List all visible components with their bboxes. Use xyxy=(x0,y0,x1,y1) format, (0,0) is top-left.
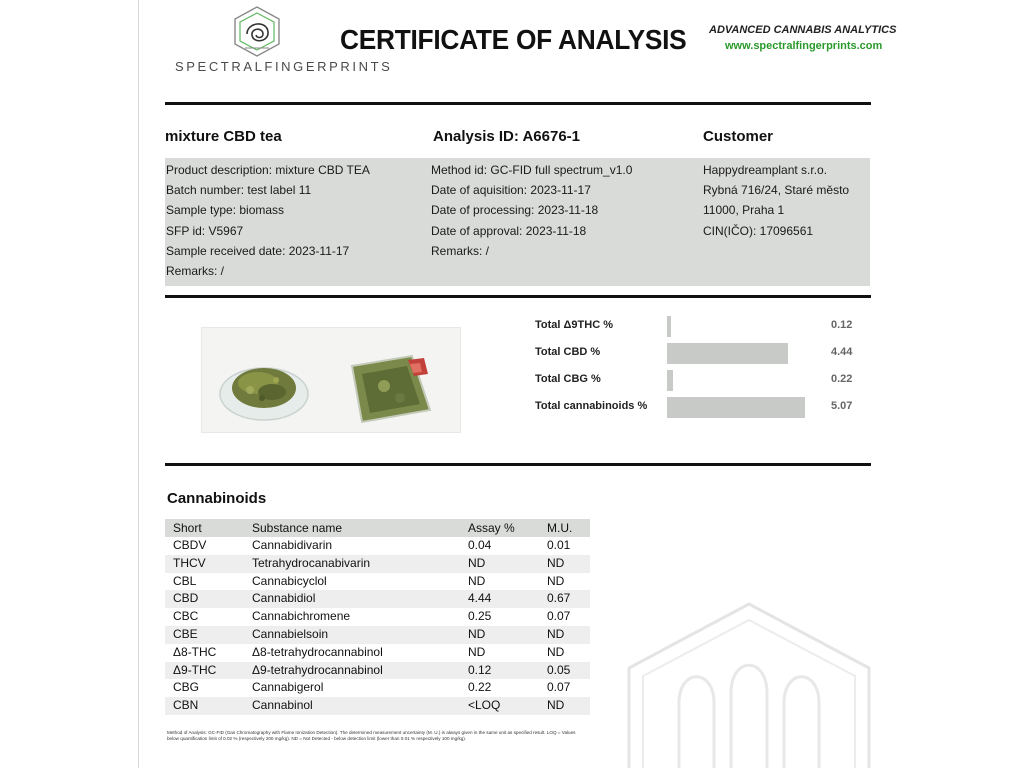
summary-value: 0.22 xyxy=(831,373,853,385)
date-of-approval: Date of approval: 2023-11-18 xyxy=(431,223,587,238)
cell-assay: ND xyxy=(468,626,486,641)
table-row xyxy=(165,644,590,662)
analysis-remarks: Remarks: / xyxy=(431,243,490,258)
customer-heading: Customer xyxy=(703,128,774,145)
summary-bar xyxy=(667,370,673,391)
product-remarks: Remarks: / xyxy=(166,264,225,279)
method-id: Method id: GC-FID full spectrum_v1.0 xyxy=(431,163,633,177)
cell-short: Δ8-THC xyxy=(173,644,217,659)
table-header-row xyxy=(165,519,590,537)
cell-assay: ND xyxy=(468,644,486,659)
summary-row-cbd xyxy=(535,342,855,364)
cell-substance: Tetrahydrocanabivarin xyxy=(252,555,371,570)
cell-mu: ND xyxy=(547,555,565,570)
cell-mu: 0.07 xyxy=(547,609,571,624)
table-row xyxy=(165,590,590,608)
info-divider xyxy=(165,295,871,298)
table-row xyxy=(165,697,590,715)
product-details xyxy=(166,160,370,281)
summary-row-total xyxy=(535,396,855,418)
batch-number: Batch number: test label 11 xyxy=(166,183,312,198)
summary-track xyxy=(667,343,822,364)
summary-row-thc xyxy=(535,315,855,337)
cell-assay: 0.22 xyxy=(468,680,492,695)
sample-type: Sample type: biomass xyxy=(166,203,285,218)
summary-label: Total Δ9THC % xyxy=(535,319,613,331)
cell-short: CBDV xyxy=(173,538,207,552)
summary-value: 4.44 xyxy=(831,346,853,358)
summary-value: 5.07 xyxy=(831,400,853,412)
summary-track xyxy=(667,397,822,418)
summary-bar xyxy=(667,343,788,364)
cell-mu: ND xyxy=(547,698,565,713)
summary-label: Total cannabinoids % xyxy=(535,400,648,412)
column-header-assay: Assay % xyxy=(468,521,515,535)
date-of-acquisition: Date of aquisition: 2023-11-17 xyxy=(431,183,591,198)
cell-short: CBL xyxy=(173,573,197,588)
cell-short: CBE xyxy=(173,626,198,641)
sample-photo-drawing xyxy=(202,328,460,432)
summary-label: Total CBD % xyxy=(535,346,601,358)
certificate-title: CERTIFICATE OF ANALYSIS xyxy=(340,24,687,55)
cell-mu: ND xyxy=(547,573,565,588)
cell-assay: 0.04 xyxy=(468,538,492,552)
header-divider xyxy=(165,102,871,105)
summary-bar xyxy=(667,397,805,418)
table-row xyxy=(165,555,590,573)
cell-substance: Δ8-tetrahydrocannabinol xyxy=(252,644,383,659)
cell-substance: Cannabielsoin xyxy=(252,626,329,641)
certificate-page xyxy=(138,0,1024,768)
method-footnote: Method of Analysis: GC-FID (Gas Chromatography with Flame Ionization Detection). The determined measurement uncertainty (M. U.) is always given in the same unit as specified result. LOQ = Values below quantification limit of 0.02 % (respectively 200 mg/kg). ND = Not Detected - below detection limit (lower than 0.01 % respectively 100 mg/kg). xyxy=(167,730,576,741)
cell-mu: ND xyxy=(547,626,565,641)
cell-mu: 0.05 xyxy=(547,662,571,677)
hexagon-watermark-icon xyxy=(619,598,879,768)
cell-short: CBC xyxy=(173,609,199,624)
summary-row-cbg xyxy=(535,369,855,391)
analysis-id: Analysis ID: A6676-1 xyxy=(433,128,581,145)
sample-received-date: Sample received date: 2023-11-17 xyxy=(166,243,350,258)
customer-name: Happydreamplant s.r.o. xyxy=(703,163,828,177)
table-row xyxy=(165,679,590,697)
product-sample-photo xyxy=(201,327,461,433)
cell-short: CBN xyxy=(173,698,199,713)
cell-short: CBD xyxy=(173,591,199,606)
cell-mu: ND xyxy=(547,644,565,659)
cell-substance: Cannabichromene xyxy=(252,609,351,624)
cell-substance: Cannabidivarin xyxy=(252,538,333,552)
customer-details xyxy=(703,160,849,241)
customer-city: 11000, Praha 1 xyxy=(703,203,785,218)
customer-street: Rybná 716/24, Staré město xyxy=(703,183,850,198)
sfp-id: SFP id: V5967 xyxy=(166,223,244,238)
summary-track xyxy=(667,370,822,391)
cell-substance: Cannabicyclol xyxy=(252,573,327,588)
company-name: ADVANCED CANNABIS ANALYTICS xyxy=(709,24,897,36)
analysis-details xyxy=(431,160,632,261)
cell-assay: 0.12 xyxy=(468,662,492,677)
date-of-processing: Date of processing: 2023-11-18 xyxy=(431,203,599,218)
cell-assay: ND xyxy=(468,573,486,588)
summary-divider xyxy=(165,463,871,466)
cannabinoids-title: Cannabinoids xyxy=(167,490,267,507)
product-name: mixture CBD tea xyxy=(165,128,282,145)
cell-assay: ND xyxy=(468,555,486,570)
cell-assay: 4.44 xyxy=(468,591,492,606)
company-logo xyxy=(175,4,393,80)
table-row xyxy=(165,662,590,680)
summary-bar xyxy=(667,316,671,337)
table-row xyxy=(165,573,590,591)
cell-assay: <LOQ xyxy=(468,698,501,713)
product-description: Product description: mixture CBD TEA xyxy=(166,163,370,177)
cell-mu: 0.07 xyxy=(547,680,571,695)
column-header-substance: Substance name xyxy=(252,521,343,535)
cell-substance: Cannabinol xyxy=(252,698,313,713)
website-link[interactable]: www.spectralfingerprints.com xyxy=(725,40,883,52)
logo-text: SPECTRALFINGERPRINTS xyxy=(175,59,393,74)
cell-substance: Δ9-tetrahydrocannabinol xyxy=(252,662,383,677)
cell-short: Δ9-THC xyxy=(173,662,217,677)
summary-track xyxy=(667,316,822,337)
cell-mu: 0.01 xyxy=(547,538,571,552)
cell-mu: 0.67 xyxy=(547,591,571,606)
customer-cin: CIN(IČO): 17096561 xyxy=(703,223,814,238)
summary-label: Total CBG % xyxy=(535,373,601,385)
table-row xyxy=(165,537,590,555)
cell-substance: Cannabidiol xyxy=(252,591,316,606)
table-row xyxy=(165,608,590,626)
cell-short: CBG xyxy=(173,680,200,695)
cell-substance: Cannabigerol xyxy=(252,680,324,695)
cell-short: THCV xyxy=(173,555,206,570)
column-header-mu: M.U. xyxy=(547,521,573,535)
cell-assay: 0.25 xyxy=(468,609,492,624)
cannabinoids-table xyxy=(165,519,590,715)
column-header-short: Short xyxy=(173,521,202,535)
hexagon-spiral-logo-icon xyxy=(175,4,339,60)
table-row xyxy=(165,626,590,644)
summary-value: 0.12 xyxy=(831,319,853,331)
